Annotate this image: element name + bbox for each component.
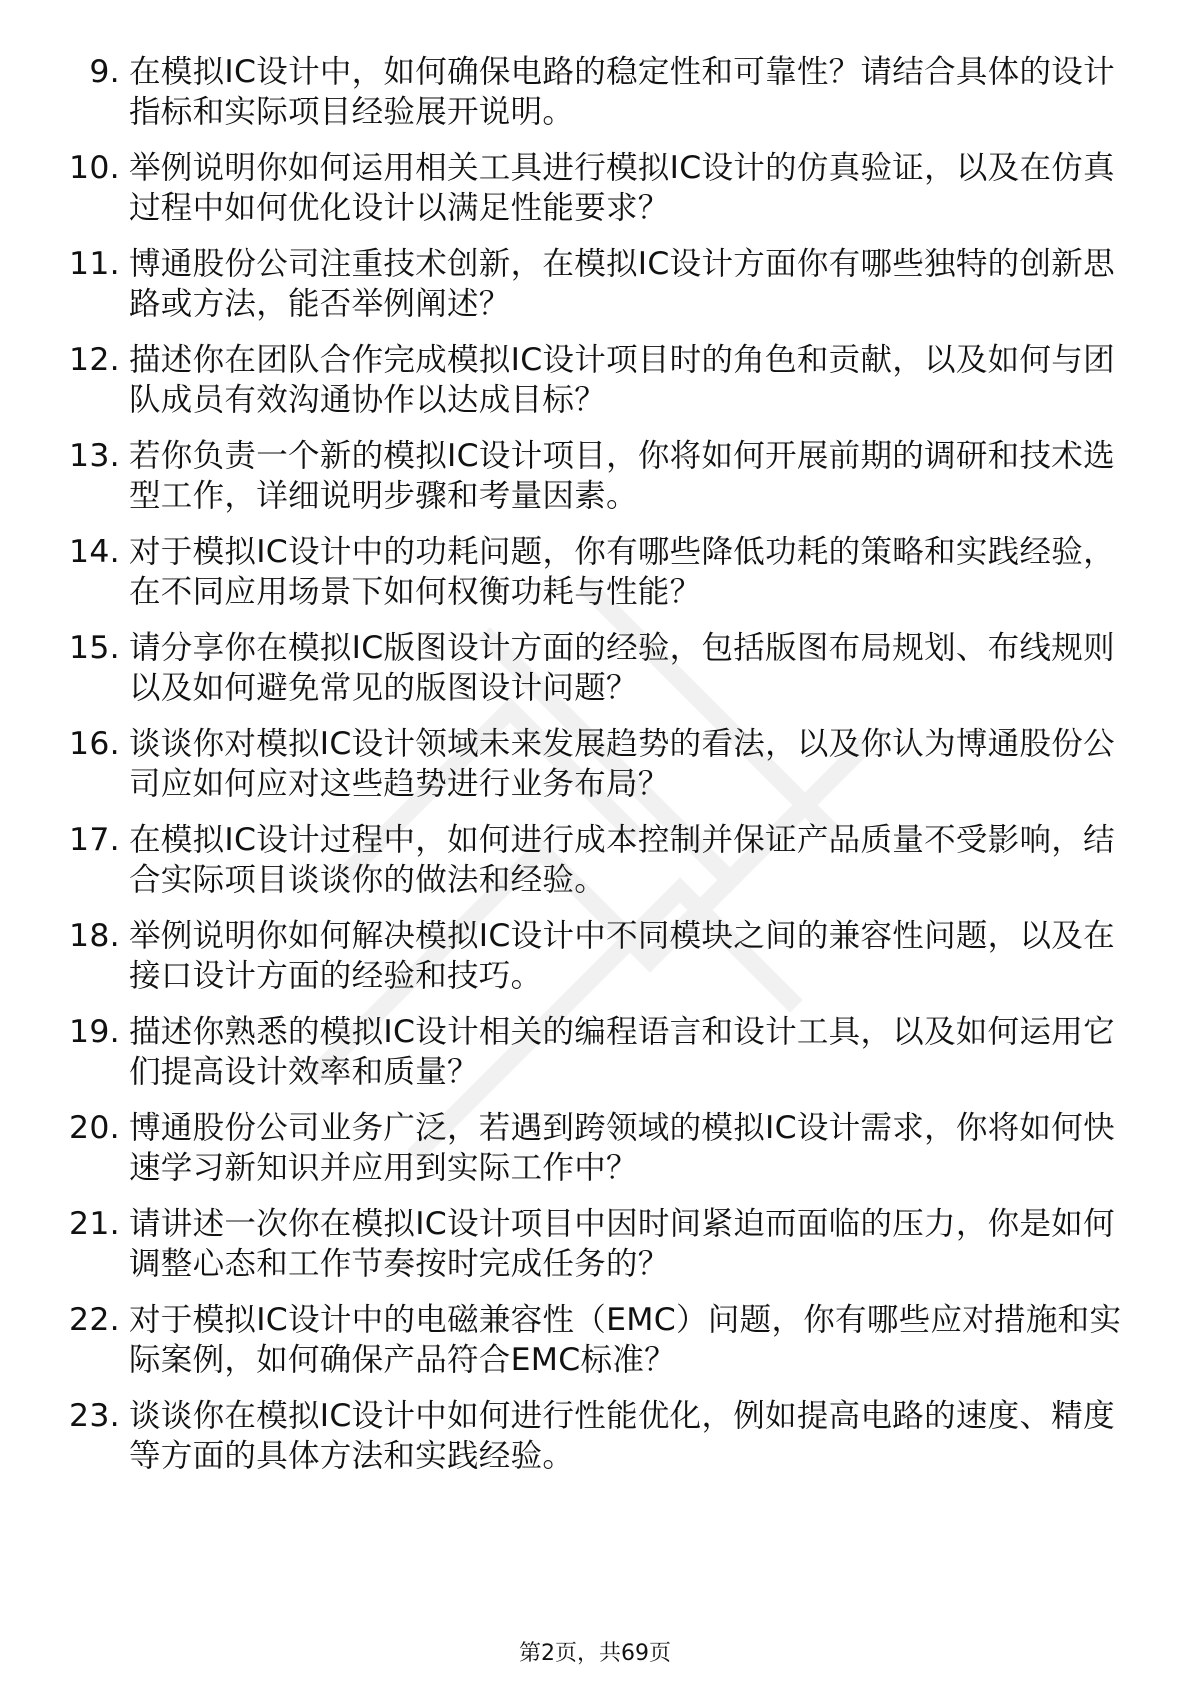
page-number-label: 第2页，共69页 (519, 1641, 671, 1666)
question-item (58, 724, 1128, 804)
question-number: 15. (69, 630, 120, 666)
question-number: 10. (69, 150, 120, 186)
question-number: 13. (69, 438, 120, 474)
page-footer (0, 1640, 1190, 1668)
question-item (58, 1396, 1128, 1476)
question-number: 17. (69, 822, 120, 858)
question-item (58, 1108, 1128, 1188)
question-item (58, 340, 1128, 420)
question-text: 描述你在团队合作完成模拟IC设计项目时的角色和贡献，以及如何与团队成员有效沟通协作以达成目标？ (129, 342, 1115, 418)
question-text: 博通股份公司业务广泛，若遇到跨领域的模拟IC设计需求，你将如何快速学习新知识并应用到实际工作中？ (129, 1110, 1115, 1186)
question-item (58, 532, 1128, 612)
question-text: 谈谈你对模拟IC设计领域未来发展趋势的看法，以及你认为博通股份公司应如何应对这些趋势进行业务布局？ (129, 726, 1115, 802)
question-text: 请分享你在模拟IC版图设计方面的经验，包括版图布局规划、布线规则以及如何避免常见的版图设计问题？ (129, 630, 1115, 706)
question-number: 23. (69, 1398, 120, 1434)
question-item (58, 52, 1128, 132)
question-text: 举例说明你如何解决模拟IC设计中不同模块之间的兼容性问题，以及在接口设计方面的经验和技巧。 (129, 918, 1115, 994)
question-number: 16. (69, 726, 120, 762)
question-text: 若你负责一个新的模拟IC设计项目，你将如何开展前期的调研和技术选型工作，详细说明步骤和考量因素。 (129, 438, 1115, 514)
question-number: 11. (69, 246, 120, 282)
question-text: 描述你熟悉的模拟IC设计相关的编程语言和设计工具，以及如何运用它们提高设计效率和质量？ (129, 1014, 1115, 1090)
question-number: 20. (69, 1110, 120, 1146)
question-number: 22. (69, 1302, 120, 1338)
question-number: 21. (69, 1206, 120, 1242)
question-item (58, 1012, 1128, 1092)
question-item (58, 1300, 1128, 1380)
question-text: 对于模拟IC设计中的功耗问题，你有哪些降低功耗的策略和实践经验，在不同应用场景下如何权衡功耗与性能？ (129, 534, 1115, 610)
question-number: 19. (69, 1014, 120, 1050)
question-text: 博通股份公司注重技术创新，在模拟IC设计方面你有哪些独特的创新思路或方法，能否举例阐述？ (129, 246, 1115, 322)
question-text: 在模拟IC设计过程中，如何进行成本控制并保证产品质量不受影响，结合实际项目谈谈你的做法和经验。 (129, 822, 1115, 898)
question-number: 9. (89, 54, 120, 90)
question-number: 14. (69, 534, 120, 570)
question-list (58, 52, 1128, 1492)
question-text: 举例说明你如何运用相关工具进行模拟IC设计的仿真验证，以及在仿真过程中如何优化设计以满足性能要求？ (129, 150, 1115, 226)
question-text: 谈谈你在模拟IC设计中如何进行性能优化，例如提高电路的速度、精度等方面的具体方法和实践经验。 (129, 1398, 1115, 1474)
question-item (58, 628, 1128, 708)
question-item (58, 1204, 1128, 1284)
question-item (58, 244, 1128, 324)
question-item (58, 916, 1128, 996)
question-number: 18. (69, 918, 120, 954)
question-item (58, 820, 1128, 900)
question-item (58, 436, 1128, 516)
question-item (58, 148, 1128, 228)
question-text: 对于模拟IC设计中的电磁兼容性（EMC）问题，你有哪些应对措施和实际案例，如何确保产品符合EMC标准？ (129, 1302, 1122, 1378)
question-text: 在模拟IC设计中，如何确保电路的稳定性和可靠性？请结合具体的设计指标和实际项目经验展开说明。 (129, 54, 1115, 130)
question-number: 12. (69, 342, 120, 378)
question-text: 请讲述一次你在模拟IC设计项目中因时间紧迫而面临的压力，你是如何调整心态和工作节奏按时完成任务的？ (129, 1206, 1115, 1282)
